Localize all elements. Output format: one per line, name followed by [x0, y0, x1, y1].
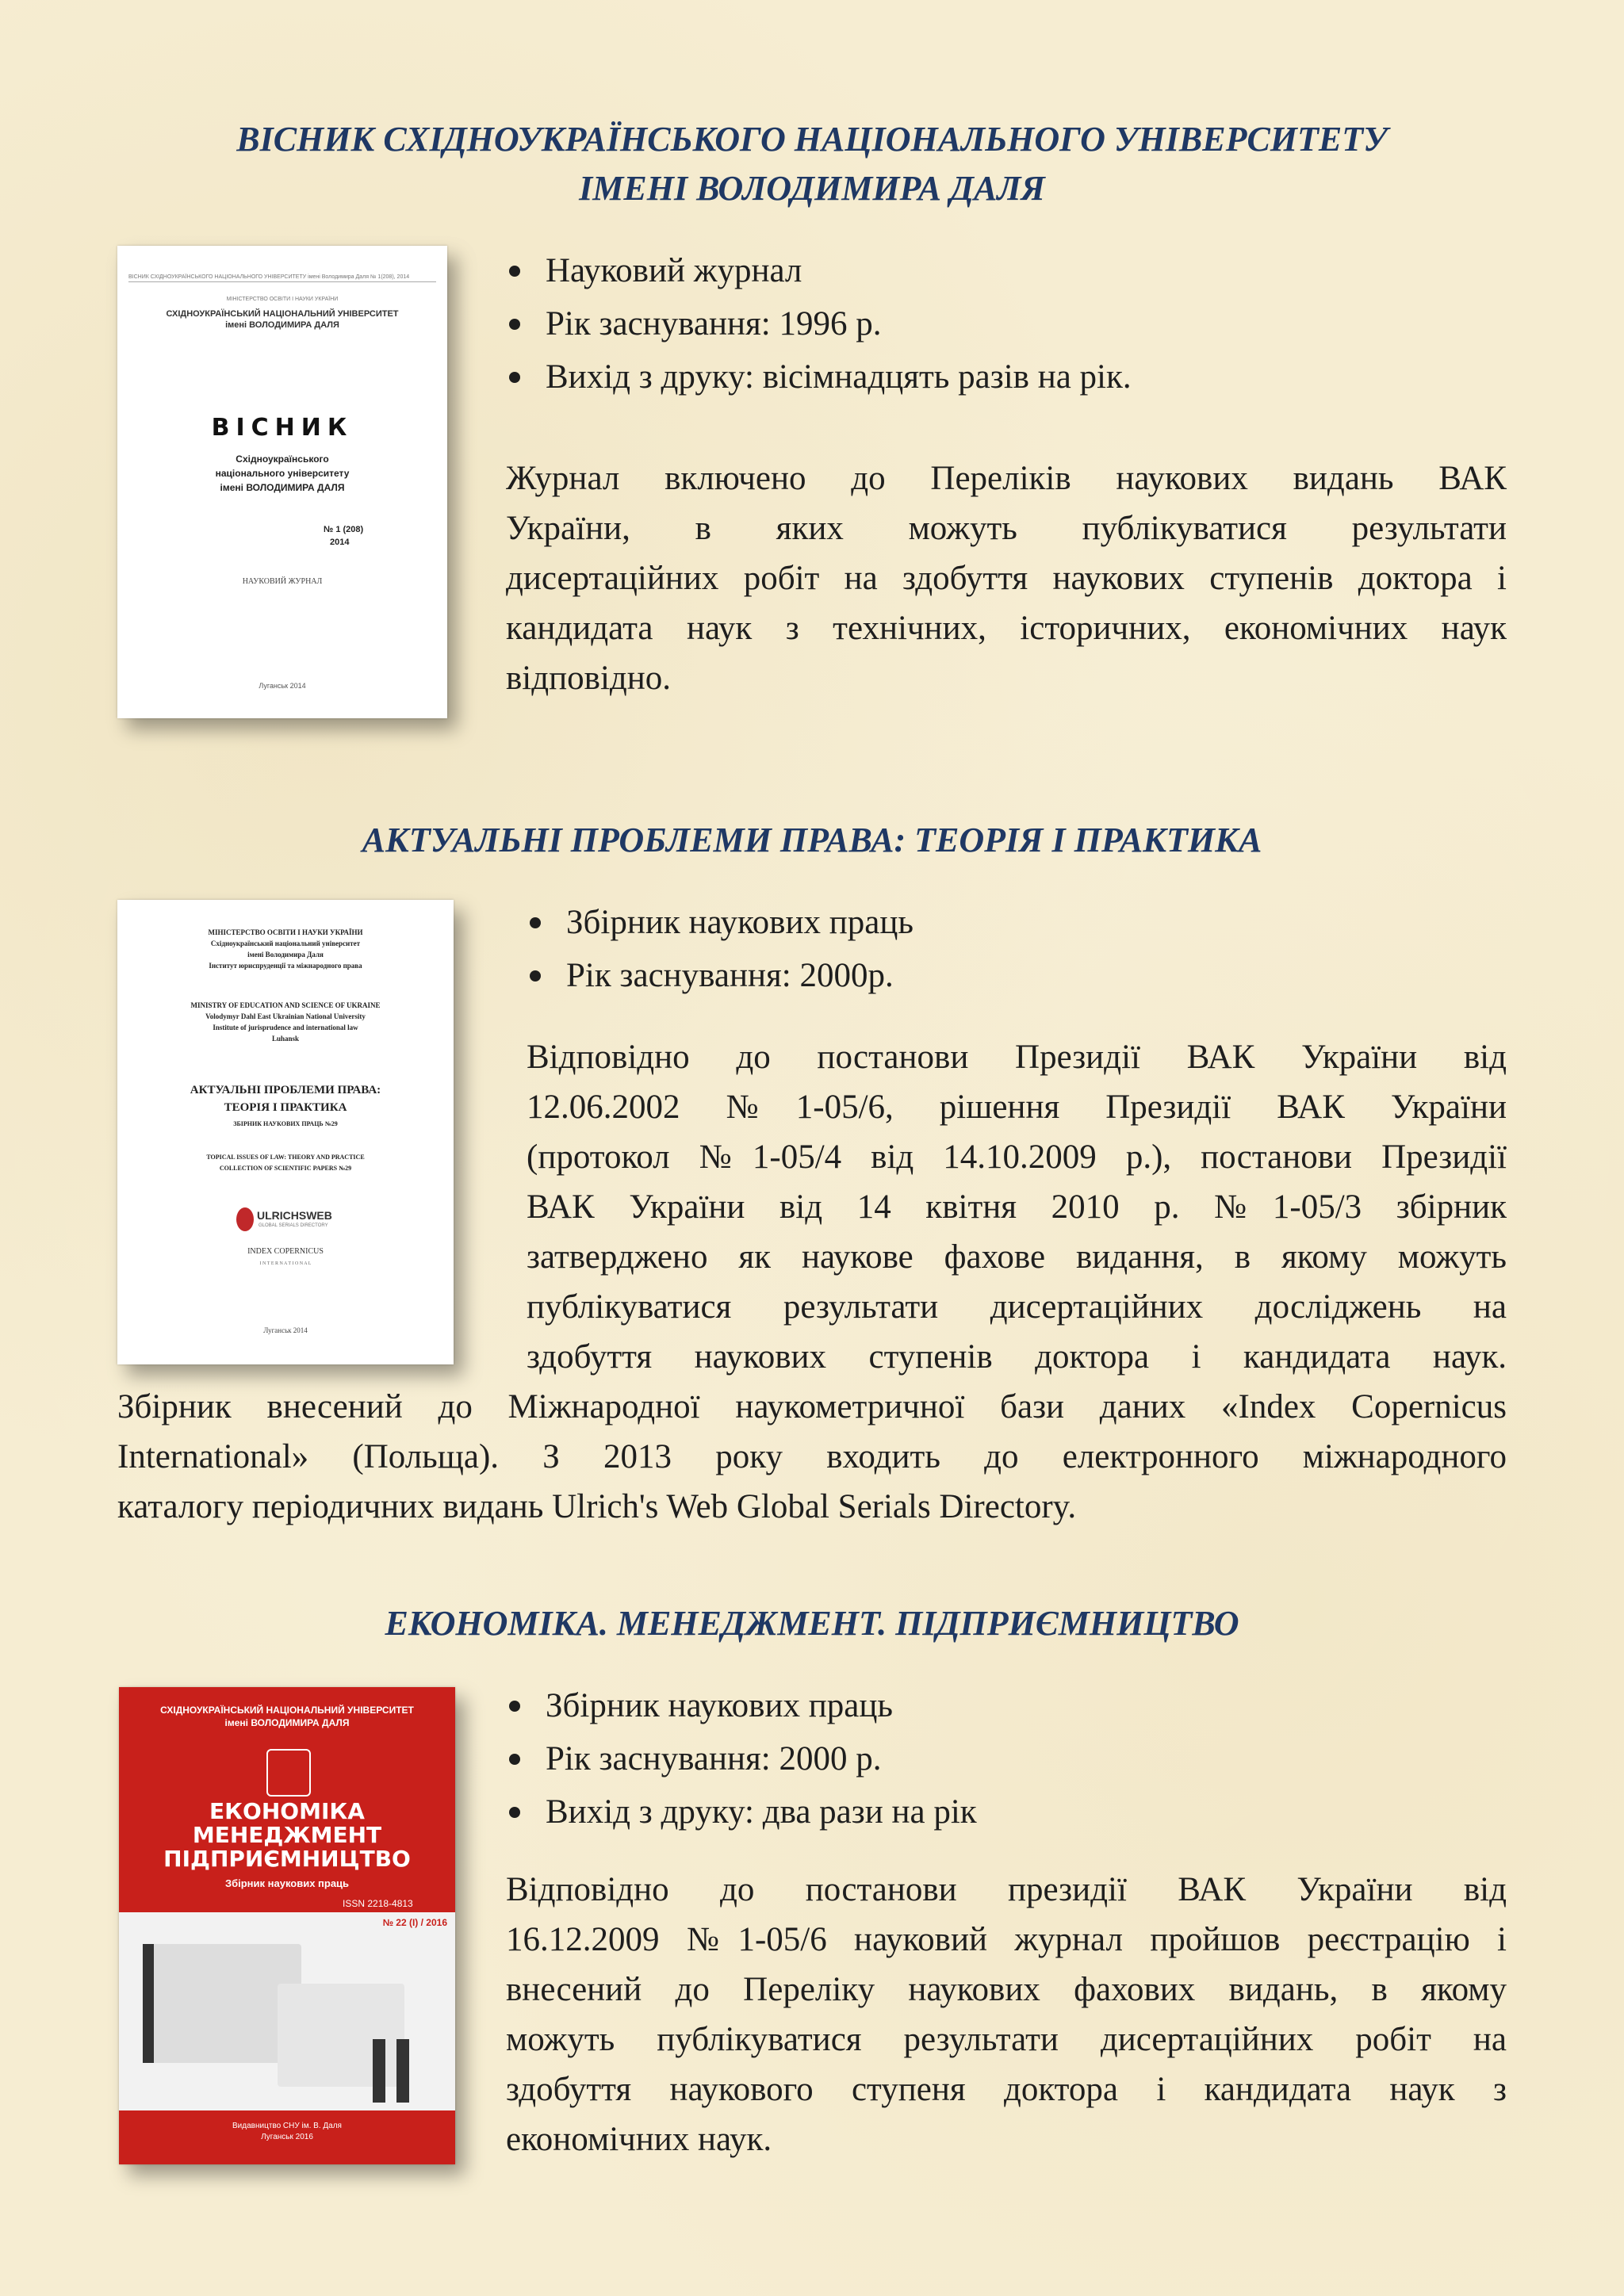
cover-english-title: TOPICAL ISSUES OF LAW: THEORY AND PRACTICE: [206, 1154, 365, 1161]
cover-line: MINISTRY OF EDUCATION AND SCIENCE OF UKRAINE: [190, 1001, 381, 1009]
cover-title-2: МЕНЕДЖМЕНТ: [192, 1822, 382, 1848]
cover-publisher: Видавництво СНУ ім. В. Даля: [232, 2122, 342, 2130]
journal-cover-law: [117, 900, 454, 1364]
section1-title-line1: ВІСНИК СХІДНОУКРАЇНСЬКОГО НАЦІОНАЛЬНОГО УНІВЕРСИТЕТУ: [236, 120, 1388, 159]
cover-title-3: ПІДПРИЄМНИЦТВО: [163, 1846, 411, 1872]
list-item: Вихід з друку: два рази на рік: [506, 1785, 1505, 1839]
cover-collection: ЗБІРНИК НАУКОВИХ ПРАЦЬ №29: [233, 1120, 338, 1127]
paragraph-line: Журнал включено до Переліків наукових видань ВАК: [506, 460, 1507, 497]
section2-title: АКТУАЛЬНІ ПРОБЛЕМИ ПРАВА: ТЕОРІЯ І ПРАКТИКА: [362, 821, 1262, 859]
cover-sub-line2: національного університету: [215, 468, 350, 479]
cover-issue: № 22 (I) / 2016: [382, 1917, 447, 1928]
cover-year: 2014: [330, 538, 350, 547]
section2-bullets: [527, 896, 1510, 1002]
section1-bullets: [506, 244, 1505, 404]
paragraph-line: 16.12.2009 №1-05/6 науковий журнал пройшов реєстрацію і: [506, 1921, 1507, 1958]
cover-subtitle: Збірник наукових праць: [224, 1877, 350, 1889]
paragraph-line: каталогу періодичних видань Ulrich's Web Global Serials Directory.: [117, 1488, 1077, 1525]
cover-city: Луганськ 2014: [259, 682, 306, 690]
cover-sub-line1: Східноукраїнського: [236, 453, 329, 465]
cover-university-line2: імені ВОЛОДИМИРА ДАЛЯ: [225, 320, 339, 330]
ulrichs-label: ULRICHSWEB: [257, 1209, 332, 1222]
cover-kind: НАУКОВИЙ ЖУРНАЛ: [242, 577, 323, 586]
people-figures: [373, 2039, 385, 2103]
list-item: Науковий журнал: [506, 244, 1505, 297]
paragraph-line: здобуття наукового ступеня доктора і кандидата наук з: [506, 2071, 1507, 2108]
cover-title-line2: ТЕОРІЯ І ПРАКТИКА: [224, 1101, 347, 1114]
section3-title: ЕКОНОМІКА. МЕНЕДЖМЕНТ. ПІДПРИЄМНИЦТВО: [385, 1604, 1239, 1643]
cover-ministry: МІНІСТЕРСТВО ОСВІТИ І НАУКИ УКРАЇНИ: [226, 297, 339, 302]
journal-cover-visnyk: [117, 246, 447, 718]
paragraph-line: України, в яких можуть публікуватися результати: [506, 510, 1507, 547]
cover-line: Volodymyr Dahl East Ukrainian National University: [205, 1012, 366, 1020]
puzzle-shape: [278, 1984, 404, 2087]
paragraph-line: 12.06.2002 №1-05/6, рішення Президії ВАК України: [527, 1089, 1507, 1126]
cover-line: Luhansk: [271, 1035, 300, 1043]
paragraph-line: відповідно.: [506, 660, 672, 697]
people-figures: [143, 1944, 154, 2063]
list-item: Рік заснування: 2000р.: [527, 949, 1510, 1002]
cover-issue: № 1 (208): [324, 525, 364, 534]
cover-line: Institute of jurisprudence and international law: [213, 1024, 358, 1031]
ulrichs-logo-icon: [236, 1207, 254, 1231]
section3-paragraph: [506, 1865, 1507, 2164]
list-item: Вихід з друку: вісімнадцять разів на рік.: [506, 350, 1505, 404]
section1-title-line2: ІМЕНІ ВОЛОДИМИРА ДАЛЯ: [579, 169, 1045, 208]
paragraph-line: економічних наук.: [506, 2121, 772, 2158]
list-item: Збірник наукових праць: [527, 896, 1510, 949]
paragraph-line: ВАК України від 14 квітня 2010 р. №1-05/3 збірник: [527, 1188, 1507, 1226]
university-emblem-icon: [266, 1749, 311, 1797]
paragraph-line: внесений до Переліку наукових фахових видань, в якому: [506, 1971, 1507, 2008]
ulrichs-sub-label: GLOBAL SERIALS DIRECTORY: [259, 1223, 328, 1228]
section2-paragraph-narrow: [527, 1032, 1507, 1382]
cover-line: МІНІСТЕРСТВО ОСВІТИ І НАУКИ УКРАЇНИ: [208, 928, 363, 936]
people-figures: [396, 2039, 409, 2103]
cover-city: Луганськ 2014: [263, 1326, 308, 1334]
cover-line: Інститут юриспруденції та міжнародного права: [209, 962, 362, 970]
index-copernicus-label: INDEX COPERNICUS: [247, 1247, 324, 1256]
journal-cover-economics: [119, 1687, 455, 2164]
paragraph-line: здобуття наукових ступенів доктора і кандидата наук.: [527, 1338, 1507, 1376]
paragraph-line: International» (Польща). З 2013 року входить до електронного міжнародного: [117, 1438, 1507, 1475]
list-item: Рік заснування: 1996 р.: [506, 297, 1505, 350]
cover-top-line: ВІСНИК СХІДНОУКРАЇНСЬКОГО НАЦІОНАЛЬНОГО УНІВЕРСИТЕТУ імені Володимира Даля № 1(208), 2014: [128, 274, 436, 282]
section2-paragraph-wide: [117, 1382, 1507, 1532]
paragraph-line: кандидата наук з технічних, історичних, економічних наук: [506, 610, 1507, 647]
list-item: Рік заснування: 2000 р.: [506, 1732, 1505, 1785]
cover-line: Східноукраїнський національний університет: [210, 939, 361, 947]
section3-bullets: [506, 1679, 1505, 1839]
cover-english-collection: COLLECTION OF SCIENTIFIC PAPERS №29: [219, 1165, 352, 1172]
paragraph-line: можуть публікуватися результати дисертаційних робіт на: [506, 2021, 1507, 2058]
list-item: Збірник наукових праць: [506, 1679, 1505, 1732]
cover-city: Луганськ 2016: [261, 2133, 313, 2141]
section1-paragraph: [506, 453, 1507, 703]
cover-title-line1: АКТУАЛЬНІ ПРОБЛЕМИ ПРАВА:: [190, 1084, 381, 1096]
index-copernicus-sub-label: I N T E R N A T I O N A L: [259, 1261, 312, 1266]
cover-university-line1: СХІДНОУКРАЇНСЬКИЙ НАЦІОНАЛЬНИЙ УНІВЕРСИТЕТ: [160, 1705, 414, 1716]
cover-university-line2: імені ВОЛОДИМИРА ДАЛЯ: [224, 1717, 350, 1728]
paragraph-line: затверджено як наукове фахове видання, в якому можуть: [527, 1238, 1507, 1276]
paragraph-line: (протокол №1-05/4 від 14.10.2009 р.), постанови Президії: [527, 1138, 1507, 1176]
paragraph-line: Збірник внесений до Міжнародної наукометричної бази даних «Index Copernicus: [117, 1388, 1507, 1425]
paragraph-line: публікуватися результати дисертаційних досліджень на: [527, 1288, 1507, 1326]
paragraph-line: Відповідно до постанови президії ВАК України від: [506, 1871, 1507, 1908]
cover-puzzle-image: [119, 1912, 455, 2110]
cover-sub-line3: імені ВОЛОДИМИРА ДАЛЯ: [220, 482, 345, 493]
paragraph-line: дисертаційних робіт на здобуття наукових ступенів доктора і: [506, 560, 1507, 597]
cover-big-title: ВІСНИК: [211, 414, 354, 442]
cover-issn: ISSN 2218-4813: [343, 1898, 413, 1909]
cover-university-line1: СХІДНОУКРАЇНСЬКИЙ НАЦІОНАЛЬНИЙ УНІВЕРСИТЕТ: [166, 309, 399, 319]
cover-title-1: ЕКОНОМІКА: [209, 1798, 365, 1824]
cover-line: імені Володимира Даля: [247, 951, 324, 959]
paragraph-line: Відповідно до постанови Президії ВАК України від: [527, 1039, 1507, 1076]
